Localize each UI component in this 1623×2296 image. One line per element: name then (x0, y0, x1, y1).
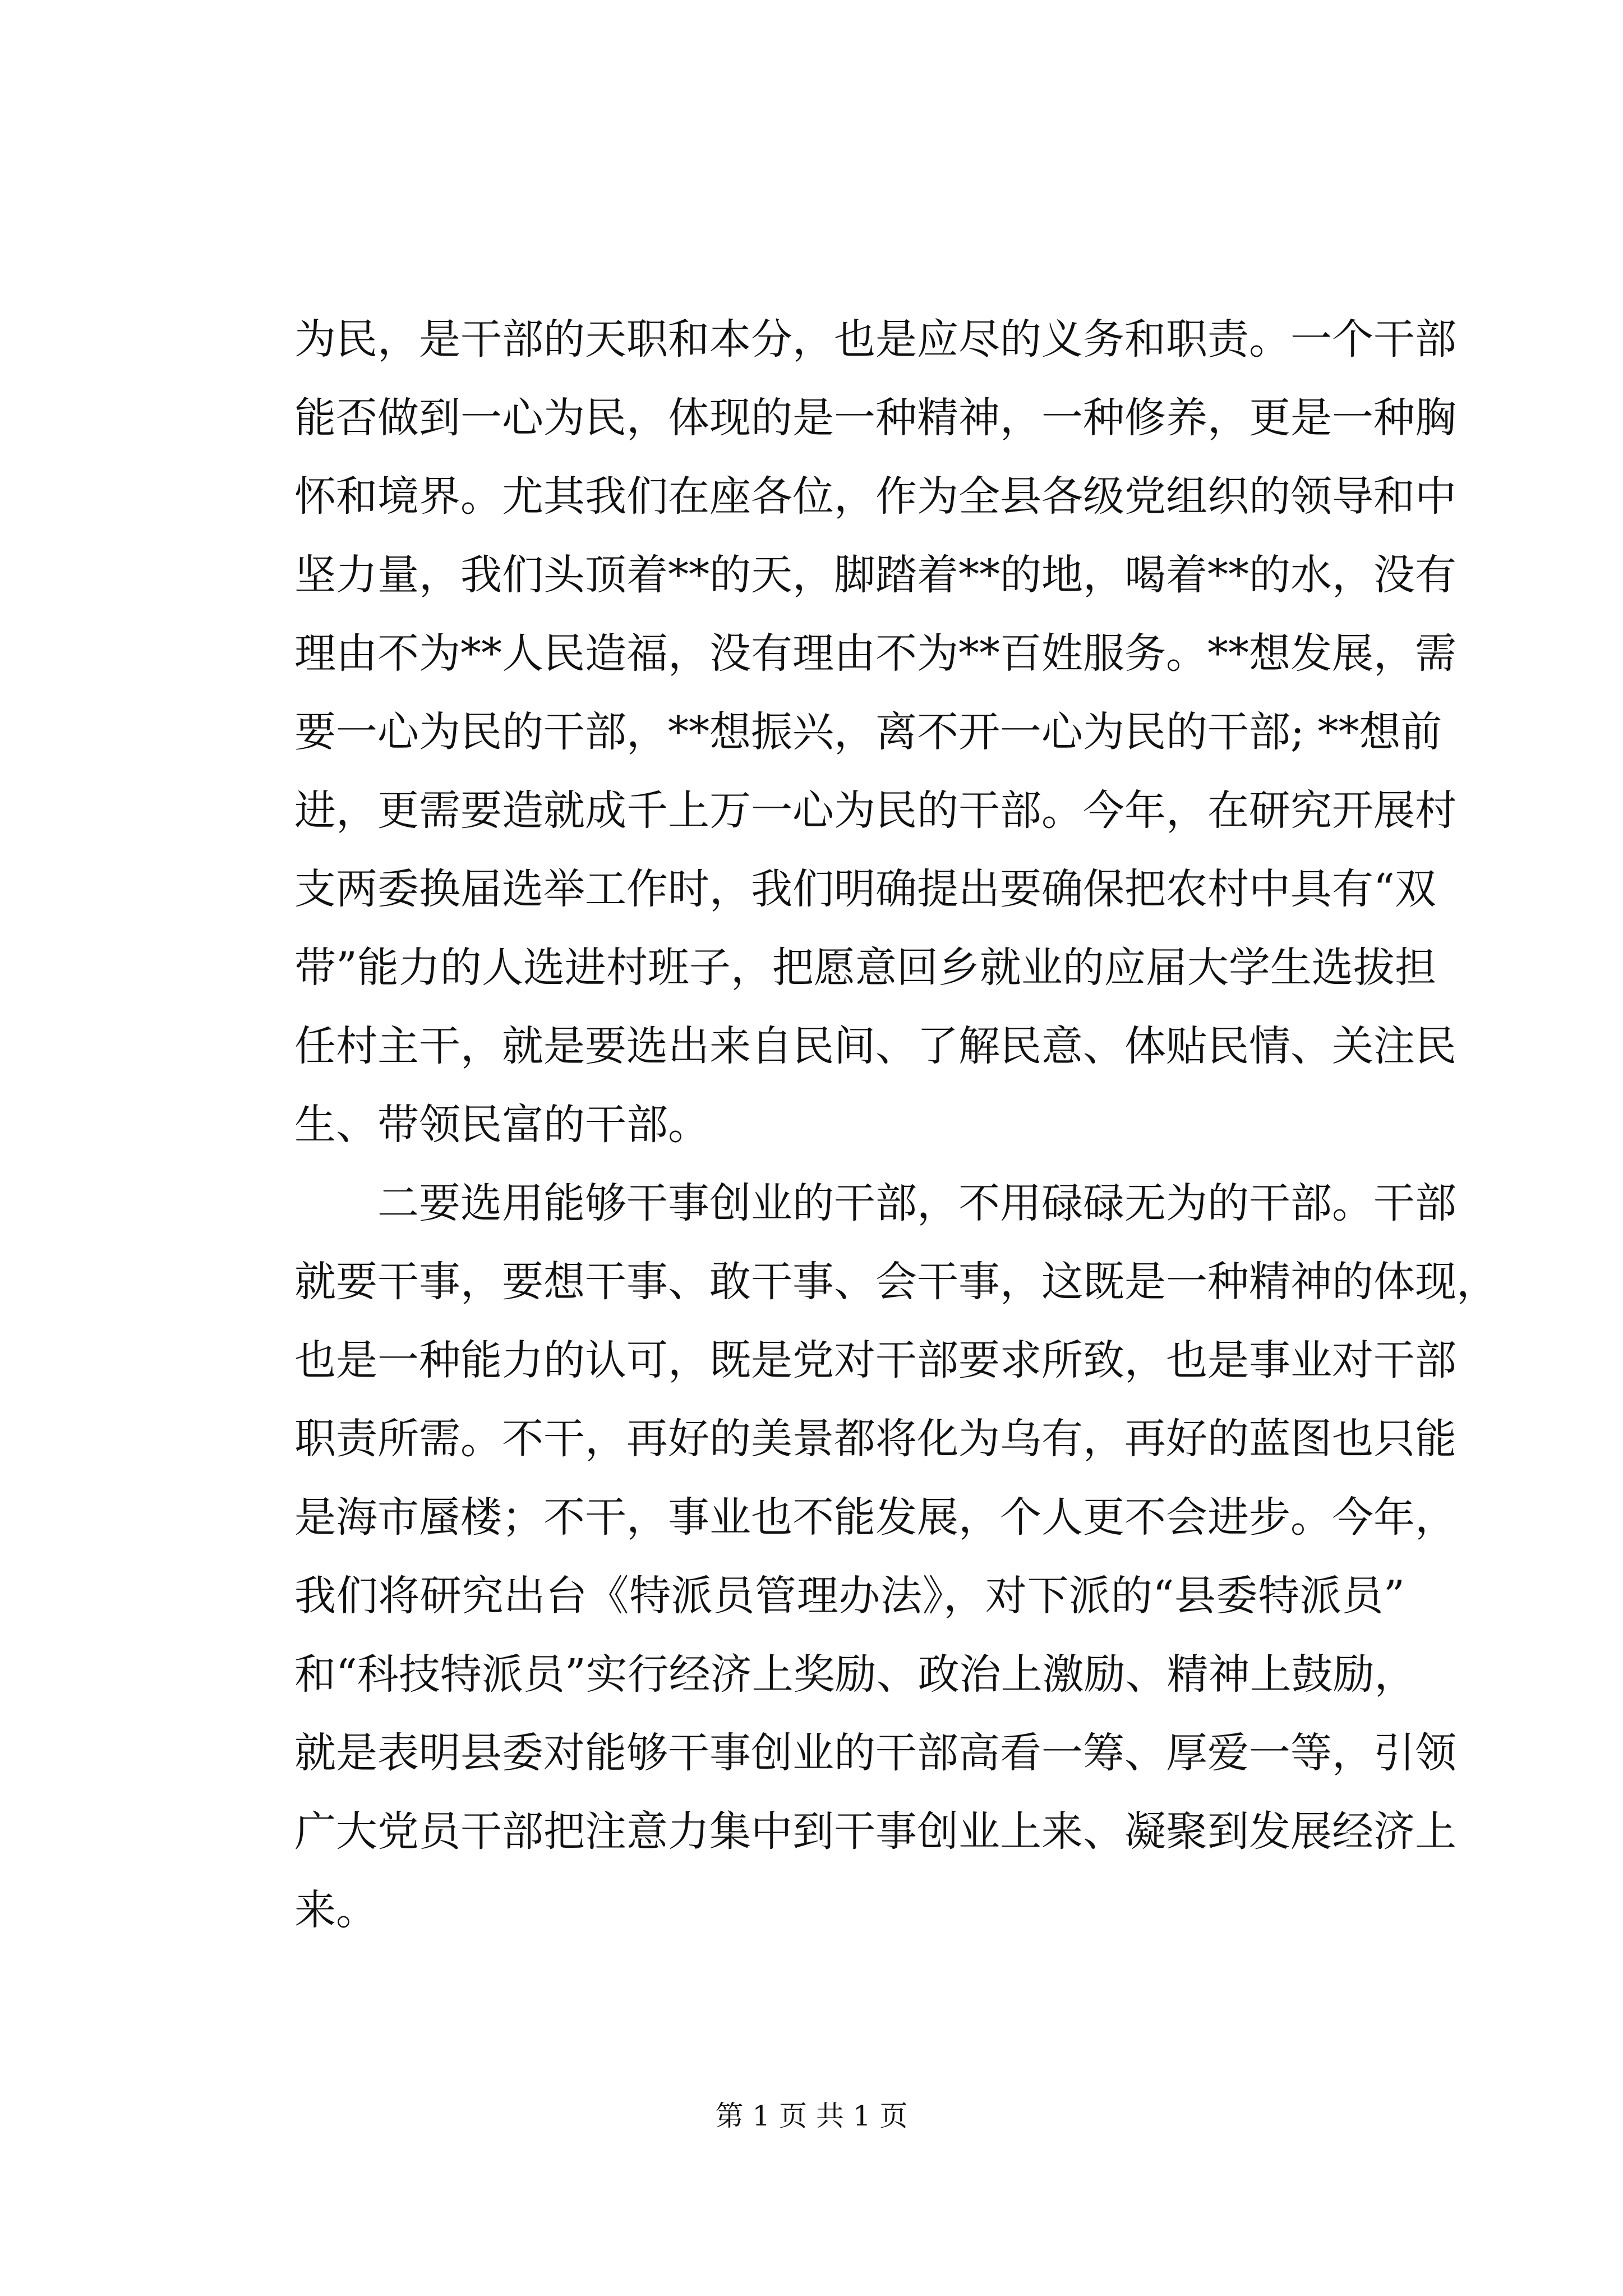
text-line: 我们将研究出台《特派员管理办法》，对下派的“县委特派员” (294, 1572, 1405, 1620)
text-line: 职责所需。不干，再好的美景都将化为乌有，再好的蓝图也只能 (294, 1415, 1456, 1463)
text-line: 广大党员干部把注意力集中到干事创业上来、凝聚到发展经济上 (294, 1807, 1456, 1856)
text-line: 就要干事，要想干事、敢干事、会干事，这既是一种精神的体现， (294, 1258, 1498, 1306)
text-line: 就是表明县委对能够干事创业的干部高看一筹、厚爱一等，引领 (294, 1729, 1456, 1777)
text-line: 要一心为民的干部，**想振兴，离不开一心为民的干部; **想前 (294, 708, 1442, 756)
text-line: 和“科技特派员”实行经济上奖励、政治上激励、精神上鼓励， (294, 1650, 1416, 1699)
text-line: 能否做到一心为民，体现的是一种精神，一种修养，更是一种胸 (294, 394, 1456, 442)
text-line: 为民，是干部的天职和本分，也是应尽的义务和职责。一个干部 (294, 315, 1456, 364)
text-line: 坚力量，我们头顶着**的天，脚踏着**的地，喝着**的水，没有 (294, 551, 1456, 599)
text-line: 带”能力的人选进村班子，把愿意回乡就业的应届大学生选拔担 (294, 944, 1436, 992)
text-line: 生、带领民富的干部。 (294, 1101, 709, 1149)
text-line: 来。 (294, 1886, 377, 1934)
page-footer: 第 1 页 共 1 页 (715, 2100, 908, 2132)
text-line: 进，更需要造就成千上万一心为民的干部。今年，在研究开展村 (294, 786, 1456, 835)
body-text (294, 300, 1498, 1949)
paragraph-2 (294, 1164, 1498, 1949)
text-line: 支两委换届选举工作时，我们明确提出要确保把农村中具有“双 (294, 865, 1436, 913)
text-line: 任村主干，就是要选出来自民间、了解民意、体贴民情、关注民 (294, 1022, 1456, 1070)
text-line: 怀和境界。尤其我们在座各位，作为全县各级党组织的领导和中 (294, 472, 1456, 521)
paragraph-1 (294, 300, 1456, 1164)
text-line: 也是一种能力的认可，既是党对干部要求所致，也是事业对干部 (294, 1336, 1456, 1384)
text-line: 理由不为**人民造福，没有理由不为**百姓服务。**想发展，需 (294, 629, 1456, 678)
text-line: 二要选用能够干事创业的干部，不用碌碌无为的干部。干部 (377, 1179, 1456, 1227)
text-line: 是海市蜃楼；不干，事业也不能发展，个人更不会进步。今年， (294, 1493, 1456, 1542)
